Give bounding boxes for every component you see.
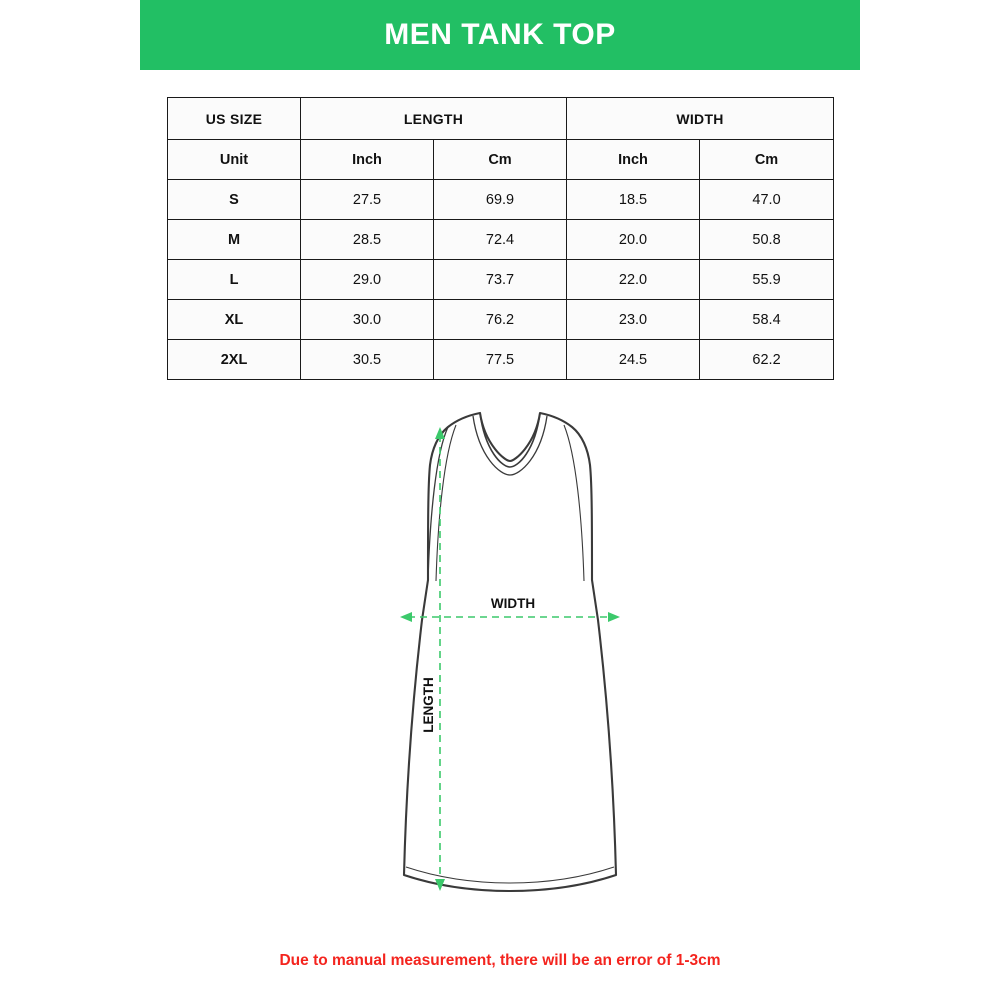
table-row: [168, 300, 834, 340]
unit-length-inch: Inch: [301, 140, 434, 180]
unit-width-cm: Cm: [700, 140, 834, 180]
row-length-inch: 30.5: [301, 340, 434, 380]
row-length-cm: 69.9: [434, 180, 567, 220]
row-width-inch: 22.0: [567, 260, 700, 300]
unit-label: Unit: [168, 140, 301, 180]
row-size: 2XL: [168, 340, 301, 380]
width-label: WIDTH: [490, 596, 536, 611]
row-width-cm: 50.8: [700, 220, 834, 260]
size-table-container: [167, 97, 833, 380]
row-width-cm: 62.2: [700, 340, 834, 380]
header-us-size: US SIZE: [168, 98, 301, 140]
size-table: [167, 97, 834, 380]
table-row: [168, 340, 834, 380]
width-arrow-left: [400, 612, 412, 622]
row-width-cm: 55.9: [700, 260, 834, 300]
header-width: WIDTH: [567, 98, 834, 140]
row-length-cm: 76.2: [434, 300, 567, 340]
table-row: [168, 220, 834, 260]
tank-top-outline: [404, 413, 616, 891]
row-length-inch: 28.5: [301, 220, 434, 260]
row-size: L: [168, 260, 301, 300]
table-unit-row: [168, 140, 834, 180]
row-width-inch: 23.0: [567, 300, 700, 340]
table-row: [168, 260, 834, 300]
row-width-inch: 20.0: [567, 220, 700, 260]
row-width-inch: 24.5: [567, 340, 700, 380]
unit-width-inch: Inch: [567, 140, 700, 180]
row-width-cm: 58.4: [700, 300, 834, 340]
length-label: LENGTH: [421, 677, 436, 733]
measurement-disclaimer: Due to manual measurement, there will be an error of 1-3cm: [279, 952, 721, 969]
row-length-inch: 29.0: [301, 260, 434, 300]
tank-top-illustration: [330, 405, 690, 915]
page-title: MEN TANK TOP: [384, 18, 616, 51]
header-length: LENGTH: [301, 98, 567, 140]
unit-length-cm: Cm: [434, 140, 567, 180]
row-width-cm: 47.0: [700, 180, 834, 220]
row-length-cm: 72.4: [434, 220, 567, 260]
row-length-cm: 77.5: [434, 340, 567, 380]
row-width-inch: 18.5: [567, 180, 700, 220]
header-banner: [140, 0, 860, 70]
table-row: [168, 180, 834, 220]
row-size: M: [168, 220, 301, 260]
row-length-inch: 30.0: [301, 300, 434, 340]
width-arrow-right: [608, 612, 620, 622]
row-size: XL: [168, 300, 301, 340]
row-length-cm: 73.7: [434, 260, 567, 300]
row-length-inch: 27.5: [301, 180, 434, 220]
table-group-header-row: [168, 98, 834, 140]
row-size: S: [168, 180, 301, 220]
